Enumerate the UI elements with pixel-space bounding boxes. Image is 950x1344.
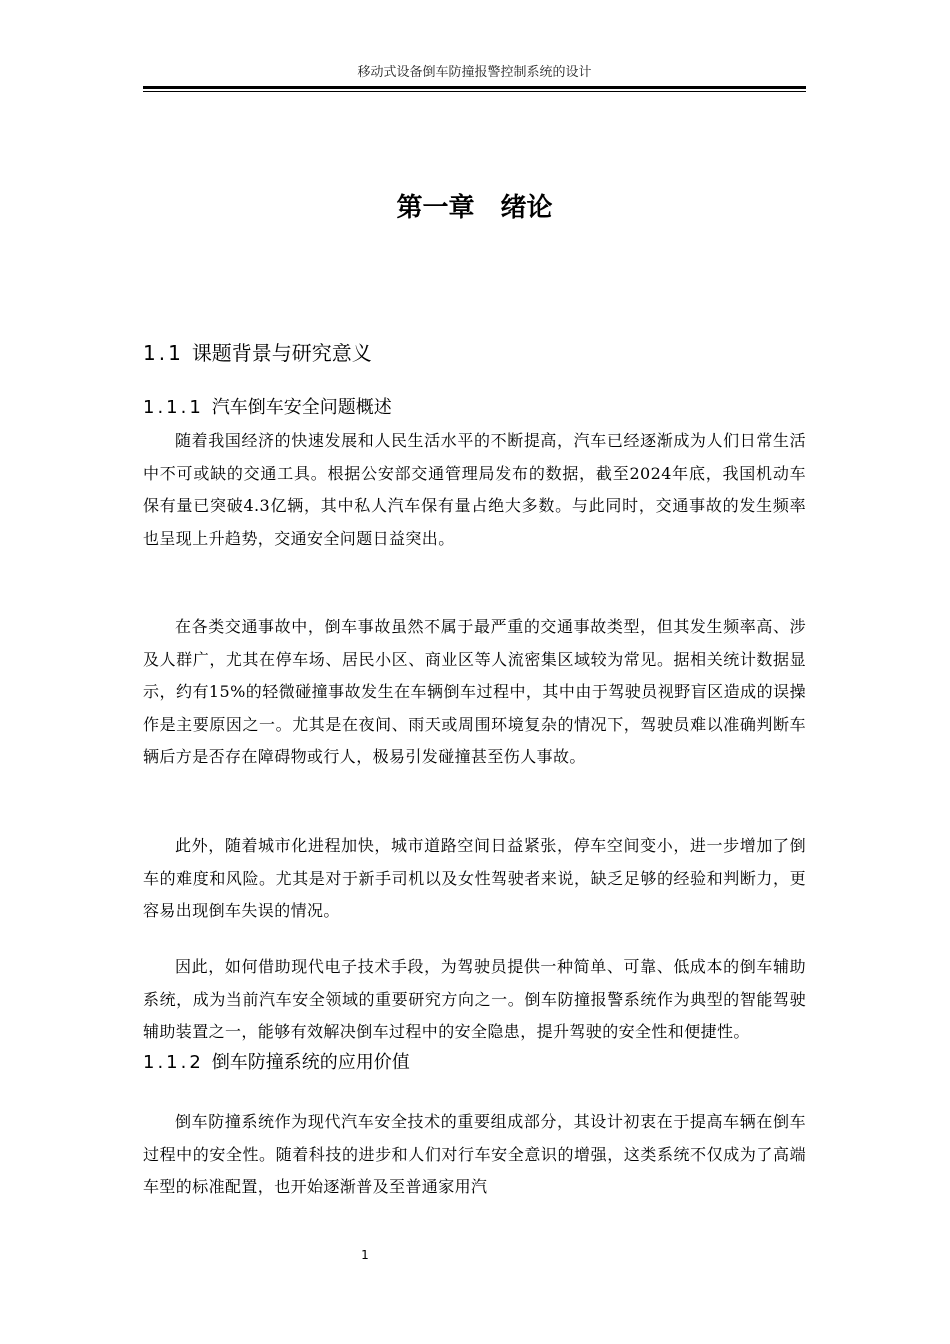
page-number: 1 [361,1248,369,1262]
subsection-number: 1.1.1 [143,397,204,418]
body-paragraph: 倒车防撞系统作为现代汽车安全技术的重要组成部分，其设计初衷在于提高车辆在倒车过程中的安全性。随着科技的进步和人们对行车安全意识的增强，这类系统不仅成为了高端车型的标准配置，也开始逐渐普及至普通家用汽 [143,1112,806,1197]
body-paragraph: 因此，如何借助现代电子技术手段，为驾驶员提供一种简单、可靠、低成本的倒车辅助系统，成为当前汽车安全领域的重要研究方向之一。倒车防撞报警系统作为典型的智能驾驶辅助装置之一，能够有效解决倒车过程中的安全隐患，提升驾驶的安全性和便捷性。 [143,957,806,1042]
body-paragraph: 此外，随着城市化进程加快，城市道路空间日益紧张，停车空间变小，进一步增加了倒车的难度和风险。尤其是对于新手司机以及女性驾驶者来说，缺乏足够的经验和判断力，更容易出现倒车失误的情况。 [143,836,806,921]
chapter-title: 第一章 绪论 [396,193,553,223]
subsection-title: 倒车防撞系统的应用价值 [211,1052,410,1073]
subsection-number: 1.1.2 [143,1052,204,1073]
section-title: 课题背景与研究意义 [191,341,372,365]
header-rule-thick [143,86,806,89]
running-header: 移动式设备倒车防撞报警控制系统的设计 [357,65,592,80]
section-number: 1.1 [143,341,184,365]
subsection-title: 汽车倒车安全问题概述 [211,397,392,418]
subsection-heading-1-1-1 [143,394,392,422]
section-heading-1-1 [143,338,372,368]
subsection-heading-1-1-2 [143,1049,410,1077]
header-rule-thin [143,91,806,92]
body-paragraph: 在各类交通事故中，倒车事故虽然不属于最严重的交通事故类型，但其发生频率高、涉及人群广，尤其在停车场、居民小区、商业区等人流密集区域较为常见。据相关统计数据显示，约有15%的轻微碰撞事故发生在车辆倒车过程中，其中由于驾驶员视野盲区造成的误操作是主要原因之一。尤其是在夜间、雨天或周围环境复杂的情况下，驾驶员难以准确判断车辆后方是否存在障碍物或行人，极易引发碰撞甚至伤人事故。 [143,617,806,767]
body-paragraph: 随着我国经济的快速发展和人民生活水平的不断提高，汽车已经逐渐成为人们日常生活中不可或缺的交通工具。根据公安部交通管理局发布的数据，截至2024年底，我国机动车保有量已突破4.3亿辆，其中私人汽车保有量占绝大多数。与此同时，交通事故的发生频率也呈现上升趋势，交通安全问题日益突出。 [143,431,806,548]
